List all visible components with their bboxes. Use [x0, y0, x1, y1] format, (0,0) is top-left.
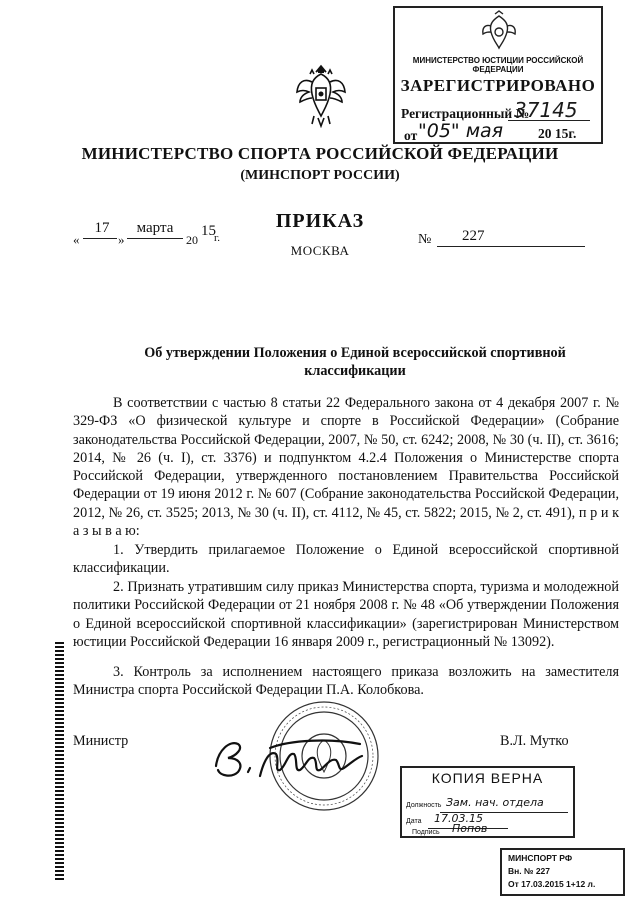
- date-year-suffix: г.: [214, 232, 221, 244]
- registration-title: ЗАРЕГИСТРИРОВАНО: [400, 76, 596, 95]
- incoming-stamp-line-3: От 17.03.2015 1+12 л.: [508, 879, 596, 889]
- order-number-line: [437, 246, 585, 247]
- paragraph-item-3: 3. Контроль за исполнением настоящего приказа возложить на заместителя Министра спорта Российской Федерации П.А. Колобкова.: [73, 664, 619, 699]
- date-century: 20: [186, 233, 198, 247]
- date-day: 17: [94, 220, 110, 236]
- registration-ministry: МИНИСТЕРСТВО ЮСТИЦИИ РОССИЙСКОЙ ФЕДЕРАЦИИ: [412, 56, 584, 74]
- paragraph-preamble: В соответствии с частью 8 статьи 22 Федерального закона от 4 декабря 2007 г. № 329-ФЗ «О физической культуре и спорте в Российской Федерации» (Собрание законодательства Российской Федерации, 2007, № 50, ст. 6242; 2008, № 30 (ч. II), ст. 3616; 2014, № 26 (ч. I), ст. 3376) и подпунктом 4.2.4 Положения о Министерстве спорта Российской Федерации, утвержденного постановлением Правительства Российской Федерации от 19 июня 2012 г. № 607 (Собрание законодательства Российской Федерации, 2012, № 26, ст. 3525; 2013, № 30 (ч. II), ст. 4112, № 45, ст. 5822; 2015, № 2, ст. 491), п р и к а з ы в а ю:: [73, 395, 619, 540]
- date-day-line: [83, 238, 117, 239]
- registration-number-label: Регистрационный №: [401, 106, 530, 121]
- order-title: ПРИКАЗ: [275, 210, 365, 232]
- registration-date-year: 20 15г.: [538, 126, 577, 141]
- signature-handwritten: [210, 720, 370, 790]
- copy-signature-line: [444, 836, 504, 837]
- registration-number-value: 37145: [514, 98, 578, 122]
- small-emblem-icon: [479, 10, 519, 54]
- ministry-short-name: (МИНСПОРТ РОССИИ): [240, 168, 400, 183]
- signatory-name: В.Л. Мутко: [500, 733, 569, 749]
- copy-position-label: Должность: [406, 802, 442, 809]
- city: МОСКВА: [290, 243, 350, 258]
- date-quote-open: «: [73, 232, 80, 247]
- incoming-stamp-line-1: МИНСПОРТ РФ: [508, 853, 573, 863]
- order-number-sign: №: [418, 232, 432, 247]
- date-month: марта: [136, 220, 174, 236]
- document-subject: Об утверждении Положения о Единой всероссийской спортивной классификации: [144, 345, 566, 379]
- copy-signature-label: Подпись: [412, 829, 440, 836]
- registration-date-value: "05" мая: [418, 120, 504, 142]
- coat-of-arms-icon: [294, 60, 348, 128]
- copy-date-label: Дата: [406, 818, 422, 825]
- order-number: 227: [462, 228, 485, 244]
- copy-signature-value: Попов: [452, 822, 488, 835]
- binding-hatch: [55, 640, 64, 880]
- date-quote-close: »: [118, 232, 125, 247]
- date-year: 15: [201, 223, 216, 239]
- date-month-line: [127, 238, 183, 239]
- incoming-stamp-line-2: Вн. № 227: [508, 866, 551, 876]
- paragraph-item-2: 2. Признать утратившим силу приказ Министерства спорта, туризма и молодежной политики Российской Федерации от 21 ноября 2008 г. № 48 «Об утверждении Положения о Единой всероссийской спортивной классификации» (зарегистрирован Министерством юстиции Российской Федерации 16 января 2009 г., регистрационный № 13092).: [73, 579, 619, 650]
- paragraph-item-1: 1. Утвердить прилагаемое Положение о Единой всероссийской спортивной классификации.: [73, 542, 619, 577]
- copy-date-value: 17.03.15: [434, 812, 483, 825]
- copy-stamp-title: КОПИЯ ВЕРНА: [431, 770, 544, 786]
- registration-date-prefix: от: [404, 128, 418, 143]
- ministry-name: МИНИСТЕРСТВО СПОРТА РОССИЙСКОЙ ФЕДЕРАЦИИ: [81, 144, 559, 163]
- signatory-position: Министр: [73, 733, 129, 749]
- copy-position-value: Зам. нач. отдела: [446, 796, 544, 809]
